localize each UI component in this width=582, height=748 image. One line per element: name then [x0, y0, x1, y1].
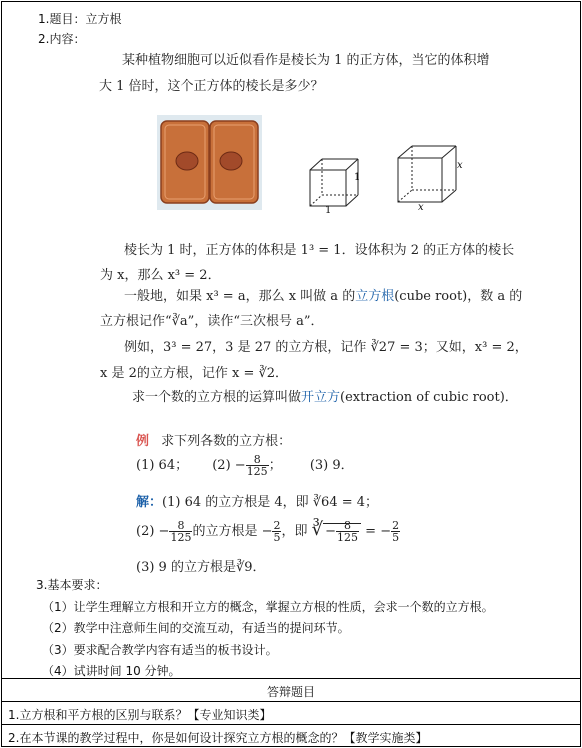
small-cube-bottom-label: 1	[325, 205, 332, 216]
plant-cell-illustration	[157, 115, 262, 210]
example-item-2-suffix: ；	[268, 458, 282, 473]
solution-2-ie: ，即	[281, 524, 308, 539]
para-volume-line-2: 为 x，那么 x³ = 2．	[100, 268, 221, 283]
solution-tag: 解：	[136, 495, 163, 510]
problem-line-1: 某种植物细胞可以近似看作是棱长为 1 的正方体，当它的体积增	[122, 53, 490, 68]
example-items	[136, 454, 354, 477]
definition-line-1	[124, 285, 522, 304]
small-cube-side-label: 1	[354, 172, 361, 183]
operation-text-b: (extraction of cubic root)．	[340, 390, 518, 405]
requirement-item-2: （2）教学中注意师生间的交流互动，有适当的提问环节。	[42, 621, 350, 635]
operation-definition	[132, 386, 518, 405]
requirement-item-3: （3）要求配合教学内容有适当的板书设计。	[42, 643, 278, 657]
radicand-fraction: $\frac{8}{125}$	[337, 519, 359, 544]
example-item-1: (1) 64；	[136, 458, 189, 473]
radicand: − $\frac{8}{125}$	[323, 523, 361, 539]
solution-line-1	[136, 491, 378, 510]
cube-root-term: 立方根	[355, 289, 395, 304]
solution-line-3: (3) 9 的立方根是∛9．	[136, 560, 266, 575]
solution-2-equals: = −	[365, 524, 392, 539]
example-tag: 例	[136, 434, 150, 449]
solution-2-result-fraction: $\frac{2}{5}$	[392, 519, 400, 544]
definition-text-a: 一般地，如果 x³ = a，那么 x 叫做 a 的	[124, 289, 356, 304]
definition-line-2: 立方根记作“∛a”，读作“三次根号 a”．	[100, 314, 324, 329]
example-intro-line-2: x 是 2的立方根，记作 x = ∛2．	[100, 366, 289, 381]
large-cube-diagram	[392, 140, 462, 212]
problem-line-2: 大 1 倍时，这个正方体的棱长是多少？	[99, 79, 324, 94]
example-item-2-prefix: (2) −	[212, 458, 246, 473]
divider-1	[2, 678, 580, 679]
divider-3	[2, 724, 580, 725]
solution-2-fraction-a: $\frac{8}{125}$	[170, 519, 192, 544]
fraction-8-over-125: $\frac{8}{125}$	[246, 453, 268, 478]
large-cube-side-label: x	[457, 160, 463, 171]
solution-2-fraction-b: $\frac{2}{5}$	[273, 519, 281, 544]
requirements-title: 3.基本要求：	[36, 578, 108, 592]
topic-label: 1.题目：立方根	[38, 12, 122, 26]
example-item-3: (3) 9．	[309, 458, 354, 473]
qa-question-1: 1.立方根和平方根的区别与联系？【专业知识类】	[8, 708, 272, 722]
solution-2-prefix: (2) −	[136, 524, 170, 539]
requirement-item-4: （4）试讲时间 10 分钟。	[42, 664, 181, 678]
example-heading	[136, 430, 291, 449]
requirement-item-1: （1）让学生理解立方根和开立方的概念，掌握立方根的性质，会求一个数的立方根。	[42, 600, 494, 614]
cube-root-radical: ∛	[311, 519, 324, 540]
large-cube-bottom-label: x	[418, 202, 424, 213]
extraction-term: 开立方	[301, 390, 341, 405]
qa-title: 答辩题目	[266, 685, 315, 699]
solution-line-2	[136, 519, 400, 543]
content-label: 2.内容：	[38, 32, 86, 46]
document-sheet	[1, 1, 581, 747]
example-intro-line-1: 例如，3³ = 27，3 是 27 的立方根，记作 ∛27 = 3；又如，x³ = 2，	[124, 340, 528, 355]
solution-1-text: (1) 64 的立方根是 4，即 ∛64 = 4；	[162, 495, 379, 510]
definition-text-b: (cube root)，数 a 的	[394, 289, 523, 304]
small-cube-diagram	[302, 152, 372, 217]
divider-2	[2, 701, 580, 702]
example-prompt: 求下列各数的立方根：	[161, 434, 292, 449]
operation-text-a: 求一个数的立方根的运算叫做	[132, 390, 302, 405]
para-volume-line-1: 棱长为 1 时，正方体的体积是 1³ = 1．设体积为 2 的正方体的棱长	[124, 243, 515, 258]
qa-question-2: 2.在本节课的教学过程中，你是如何设计探究立方根的概念的？【教学实施类】	[8, 731, 428, 745]
solution-2-mid: 的立方根是 −	[192, 524, 273, 539]
